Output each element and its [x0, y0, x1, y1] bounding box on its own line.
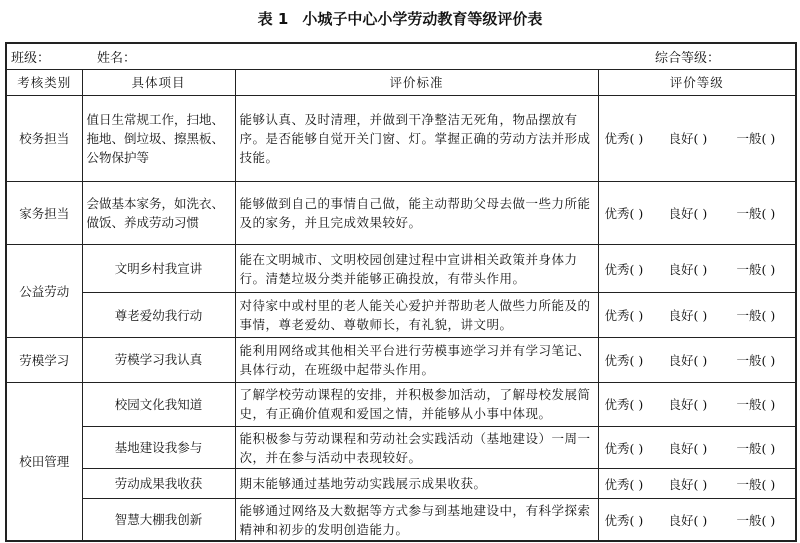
- table-number: 表 1: [257, 10, 289, 28]
- grade-good[interactable]: 良好( ): [668, 512, 708, 528]
- criteria-cell: 对待家中或村里的老人能关心爱护并帮助老人做些力所能及的事情，尊老爱幼、尊敬师长，有礼貌，讲文明。: [235, 293, 598, 337]
- grade-excellent[interactable]: 优秀( ): [604, 476, 644, 492]
- header-grade: 评价等级: [598, 69, 796, 95]
- grade-average[interactable]: 一般( ): [736, 476, 776, 492]
- table-row: [6, 245, 796, 293]
- criteria-cell: 能够认真、及时清理，并做到干净整洁无死角，物品摆放有序。是否能够自觉开关门窗、灯。掌握正确的劳动方法并形成技能。: [235, 95, 598, 181]
- student-info-row: [6, 43, 796, 69]
- item-cell: 尊老爱幼我行动: [82, 293, 235, 337]
- header-item: 具体项目: [82, 69, 235, 95]
- table-row: [6, 499, 796, 541]
- grade-cell: [598, 182, 796, 245]
- criteria-cell: 了解学校劳动课程的安排，并积极参加活动，了解母校发展简史，有正确价值观和爱国之情，并能够从小事中体现。: [235, 382, 598, 426]
- item-cell: 基地建设我参与: [82, 426, 235, 468]
- grade-cell: [598, 382, 796, 426]
- grade-average[interactable]: 一般( ): [736, 352, 776, 368]
- criteria-cell: 能积极参与劳动课程和劳动社会实践活动（基地建设）一周一次，并在参与活动中表现较好。: [235, 426, 598, 468]
- category-cell: 校务担当: [6, 95, 82, 181]
- grade-average[interactable]: 一般( ): [736, 131, 776, 147]
- class-label: 班级：: [11, 51, 51, 66]
- grade-average[interactable]: 一般( ): [736, 512, 776, 528]
- item-cell: 智慧大棚我创新: [82, 499, 235, 541]
- grade-good[interactable]: 良好( ): [668, 206, 708, 222]
- criteria-cell: 能利用网络或其他相关平台进行劳模事迹学习并有学习笔记、具体行动，在班级中起带头作用。: [235, 337, 598, 382]
- item-cell: 值日生常规工作，扫地、拖地、倒垃圾、擦黑板、公物保护等: [82, 95, 235, 181]
- item-cell: 劳动成果我收获: [82, 469, 235, 499]
- item-cell: 劳模学习我认真: [82, 337, 235, 382]
- grade-excellent[interactable]: 优秀( ): [604, 308, 644, 324]
- grade-excellent[interactable]: 优秀( ): [604, 261, 644, 277]
- grade-cell: [598, 293, 796, 337]
- overall-grade-label: 综合等级：: [655, 51, 721, 66]
- category-cell: 校田管理: [6, 382, 82, 541]
- header-category: 考核类别: [6, 69, 82, 95]
- criteria-cell: 能够做到自己的事情自己做，能主动帮助父母去做一些力所能及的家务，并且完成效果较好。: [235, 182, 598, 245]
- grade-average[interactable]: 一般( ): [736, 397, 776, 413]
- table-row: [6, 95, 796, 181]
- table-row: [6, 293, 796, 337]
- header-criteria: 评价标准: [235, 69, 598, 95]
- grade-cell: [598, 469, 796, 499]
- name-label: 姓名：: [97, 51, 137, 66]
- grade-excellent[interactable]: 优秀( ): [604, 440, 644, 456]
- student-info-cell: [6, 43, 796, 69]
- grade-cell: [598, 95, 796, 181]
- grade-good[interactable]: 良好( ): [668, 308, 708, 324]
- evaluation-table: [5, 42, 797, 542]
- table-row: [6, 182, 796, 245]
- grade-cell: [598, 499, 796, 541]
- item-cell: 文明乡村我宣讲: [82, 245, 235, 293]
- grade-good[interactable]: 良好( ): [668, 352, 708, 368]
- grade-excellent[interactable]: 优秀( ): [604, 206, 644, 222]
- item-cell: 会做基本家务，如洗衣、做饭、养成劳动习惯: [82, 182, 235, 245]
- criteria-cell: 能在文明城市、文明校园创建过程中宣讲相关政策并身体力行。清楚垃圾分类并能够正确投放，有带头作用。: [235, 245, 598, 293]
- table-row: [6, 426, 796, 468]
- grade-excellent[interactable]: 优秀( ): [604, 131, 644, 147]
- table-row: [6, 337, 796, 382]
- grade-good[interactable]: 良好( ): [668, 261, 708, 277]
- item-cell: 校园文化我知道: [82, 382, 235, 426]
- grade-good[interactable]: 良好( ): [668, 397, 708, 413]
- grade-excellent[interactable]: 优秀( ): [604, 397, 644, 413]
- grade-cell: [598, 426, 796, 468]
- grade-good[interactable]: 良好( ): [668, 440, 708, 456]
- category-cell: 家务担当: [6, 182, 82, 245]
- header-row: [6, 69, 796, 95]
- grade-good[interactable]: 良好( ): [668, 476, 708, 492]
- table-row: [6, 469, 796, 499]
- criteria-cell: 期末能够通过基地劳动实践展示成果收获。: [235, 469, 598, 499]
- table-row: [6, 382, 796, 426]
- grade-cell: [598, 245, 796, 293]
- grade-average[interactable]: 一般( ): [736, 440, 776, 456]
- grade-excellent[interactable]: 优秀( ): [604, 512, 644, 528]
- grade-excellent[interactable]: 优秀( ): [604, 352, 644, 368]
- grade-average[interactable]: 一般( ): [736, 206, 776, 222]
- grade-average[interactable]: 一般( ): [736, 308, 776, 324]
- table-title: [0, 0, 800, 38]
- criteria-cell: 能够通过网络及大数据等方式参与到基地建设中，有科学探索精神和初步的发明创造能力。: [235, 499, 598, 541]
- category-cell: 公益劳动: [6, 245, 82, 337]
- table-title-text: 小城子中心小学劳动教育等级评价表: [302, 10, 543, 28]
- category-cell: 劳模学习: [6, 337, 82, 382]
- grade-cell: [598, 337, 796, 382]
- grade-average[interactable]: 一般( ): [736, 261, 776, 277]
- grade-good[interactable]: 良好( ): [668, 131, 708, 147]
